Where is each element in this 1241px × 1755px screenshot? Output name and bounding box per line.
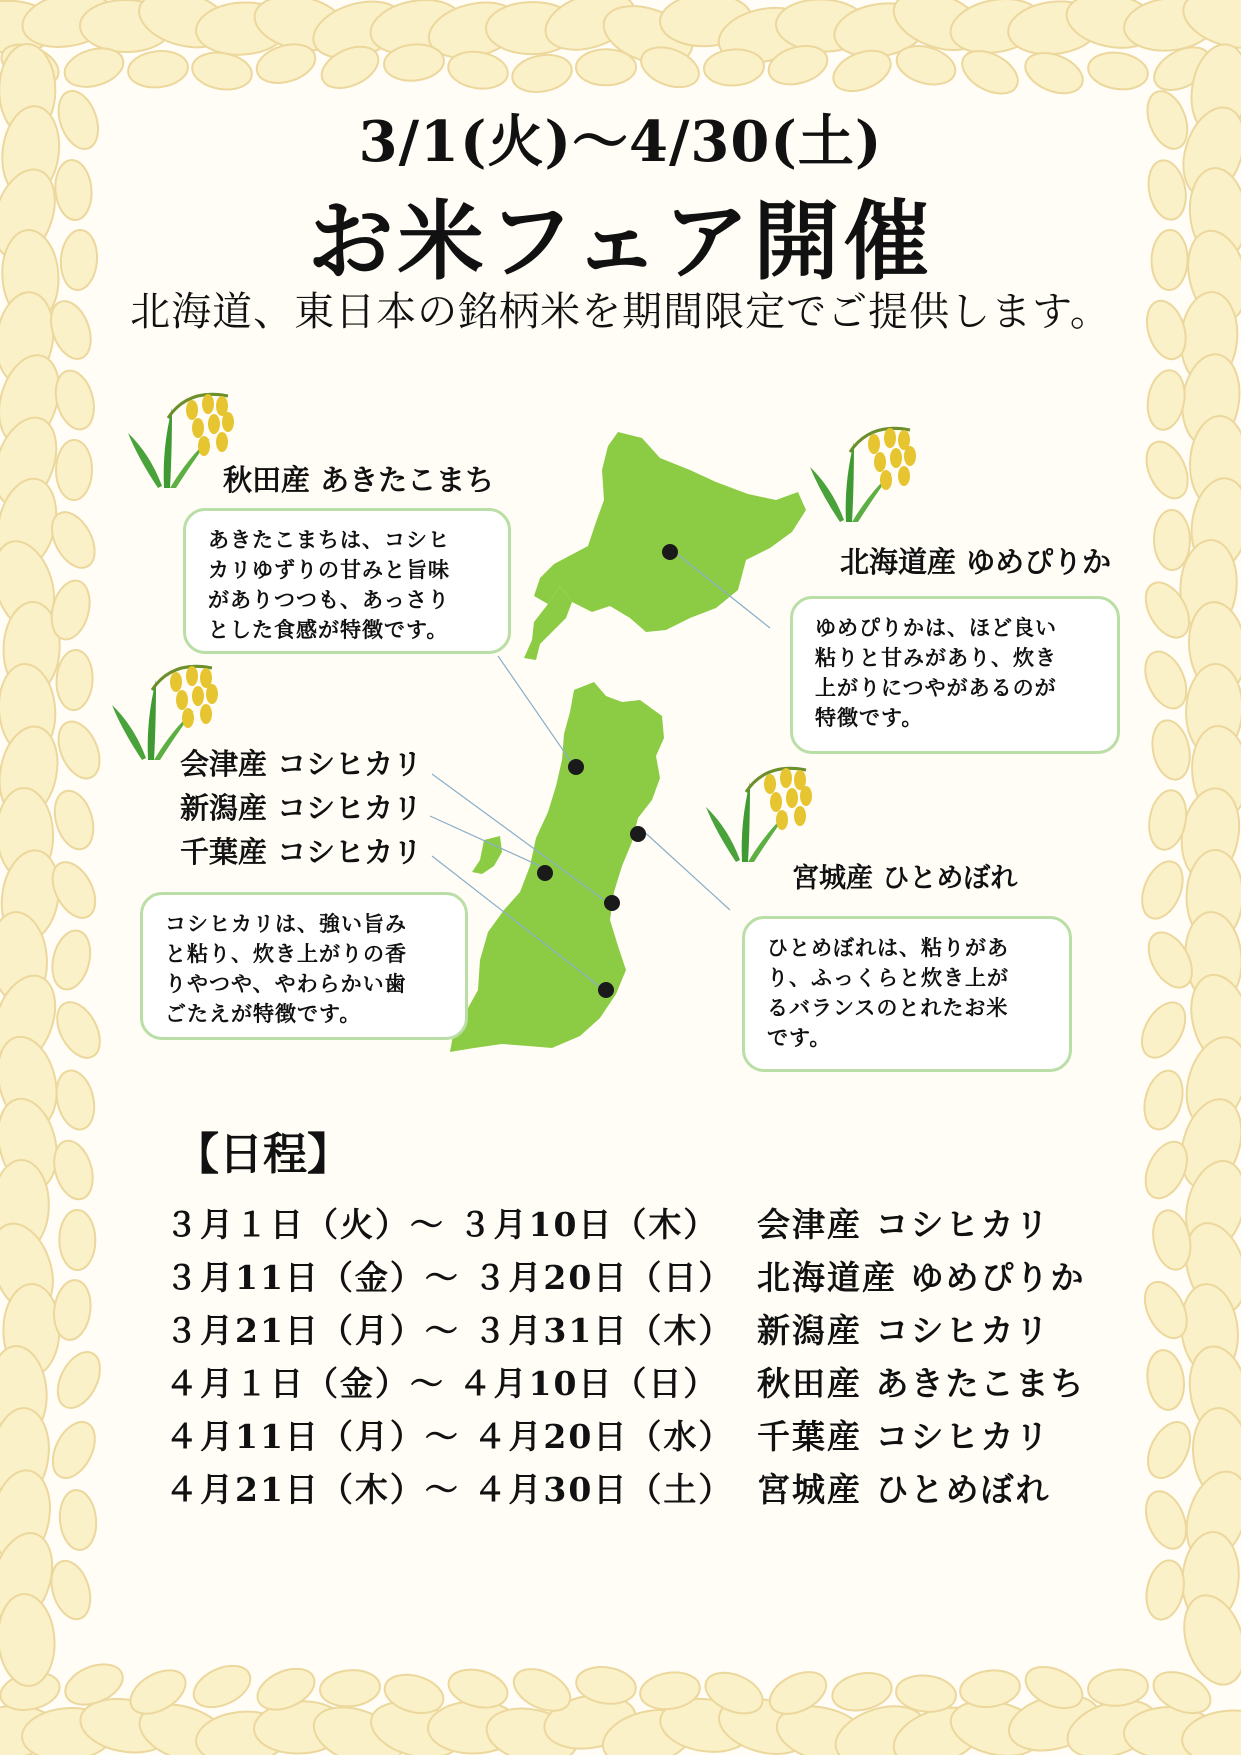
rice-plant-icon (128, 394, 234, 488)
miyagi-description-box (742, 916, 1072, 1072)
chiba-label: 千葉産 コシヒカリ (180, 835, 423, 869)
koshihikari-description-box (140, 892, 468, 1040)
akita-desc-line: がありつつも、あっさり (208, 587, 450, 612)
akita-description-box (183, 508, 511, 654)
miyagi-desc-line: です。 (767, 1025, 832, 1050)
hokkaido-desc-line: ゆめぴりかは、ほど良い (815, 615, 1057, 640)
page-subtitle: 北海道、東日本の銘柄米を期間限定でご提供します。 (130, 289, 1111, 335)
aizu-marker (604, 895, 620, 911)
schedule-dates: ３月１日（火）～ ３月10日（木） (165, 1205, 719, 1244)
schedule-dates: ４月１日（金）～ ４月10日（日） (165, 1364, 719, 1403)
schedule-rice: 秋田産 あきたこまち (757, 1364, 1086, 1403)
koshihikari-desc-line: りやつや、やわらかい歯 (165, 971, 407, 996)
schedule-heading: 【日程】 (175, 1129, 351, 1180)
schedule-rice: 会津産 コシヒカリ (757, 1205, 1051, 1244)
akita-label: 秋田産 あきたこまち (223, 463, 495, 497)
hokkaido-desc-line: 粘りと甘みがあり、炊き (815, 645, 1057, 670)
niigata-label: 新潟産 コシヒカリ (180, 791, 423, 825)
rice-plant-icon (706, 768, 812, 862)
hokkaido-shape (534, 432, 806, 632)
schedule-rice: 宮城産 ひとめぼれ (757, 1470, 1051, 1509)
niigata-marker (537, 865, 553, 881)
hokkaido-desc-line: 上がりにつやがあるのが (815, 675, 1057, 700)
schedule-row (165, 1408, 1125, 1461)
koshihikari-desc-line: ごたえが特徴です。 (165, 1001, 362, 1026)
miyagi-desc-line: り、ふっくらと炊き上が (767, 965, 1009, 990)
fair-date-range: 3/1(火)～4/30(土) (358, 109, 883, 175)
rice-plant-icon (810, 428, 916, 522)
schedule-dates: ４月21日（木）～ ４月30日（土） (165, 1470, 734, 1509)
hokkaido-desc-line: 特徴です。 (815, 705, 924, 730)
akita-desc-line: カリゆずりの甘みと旨味 (208, 557, 450, 582)
koshihikari-desc-line: と粘り、炊き上がりの香 (165, 941, 407, 966)
akita-desc-line: あきたこまちは、コシヒ (208, 527, 450, 552)
koshihikari-desc-line: コシヒカリは、強い旨み (165, 911, 407, 936)
schedule-rice: 新潟産 コシヒカリ (757, 1311, 1051, 1350)
miyagi-marker (630, 826, 646, 842)
schedule-dates: ４月11日（月）～ ４月20日（水） (165, 1417, 734, 1456)
schedule-dates: ３月21日（月）～ ３月31日（木） (165, 1311, 734, 1350)
schedule-row (165, 1355, 1125, 1408)
akita-desc-line: とした食感が特徴です。 (208, 617, 449, 642)
schedule-rice: 千葉産 コシヒカリ (757, 1417, 1051, 1456)
chiba-marker (598, 982, 614, 998)
miyagi-label: 宮城産 ひとめぼれ (792, 863, 1018, 894)
akita-marker (568, 759, 584, 775)
hokkaido-label: 北海道産 ゆめぴりか (840, 545, 1112, 579)
schedule-row (165, 1302, 1125, 1355)
aizu-label: 会津産 コシヒカリ (180, 747, 423, 781)
schedule-row (165, 1196, 1125, 1249)
page-title: お米フェア開催 (307, 191, 934, 292)
schedule-dates: ３月11日（金）～ ３月20日（日） (165, 1258, 734, 1297)
hokkaido-marker (662, 544, 678, 560)
schedule-table (165, 1196, 1125, 1514)
miyagi-desc-line: るバランスのとれたお米 (767, 995, 1009, 1020)
miyagi-desc-line: ひとめぼれは、粘りがあ (767, 935, 1009, 960)
schedule-rice: 北海道産 ゆめぴりか (757, 1258, 1086, 1297)
hokkaido-description-box (790, 596, 1120, 754)
schedule-row (165, 1249, 1125, 1302)
schedule-row (165, 1461, 1125, 1514)
